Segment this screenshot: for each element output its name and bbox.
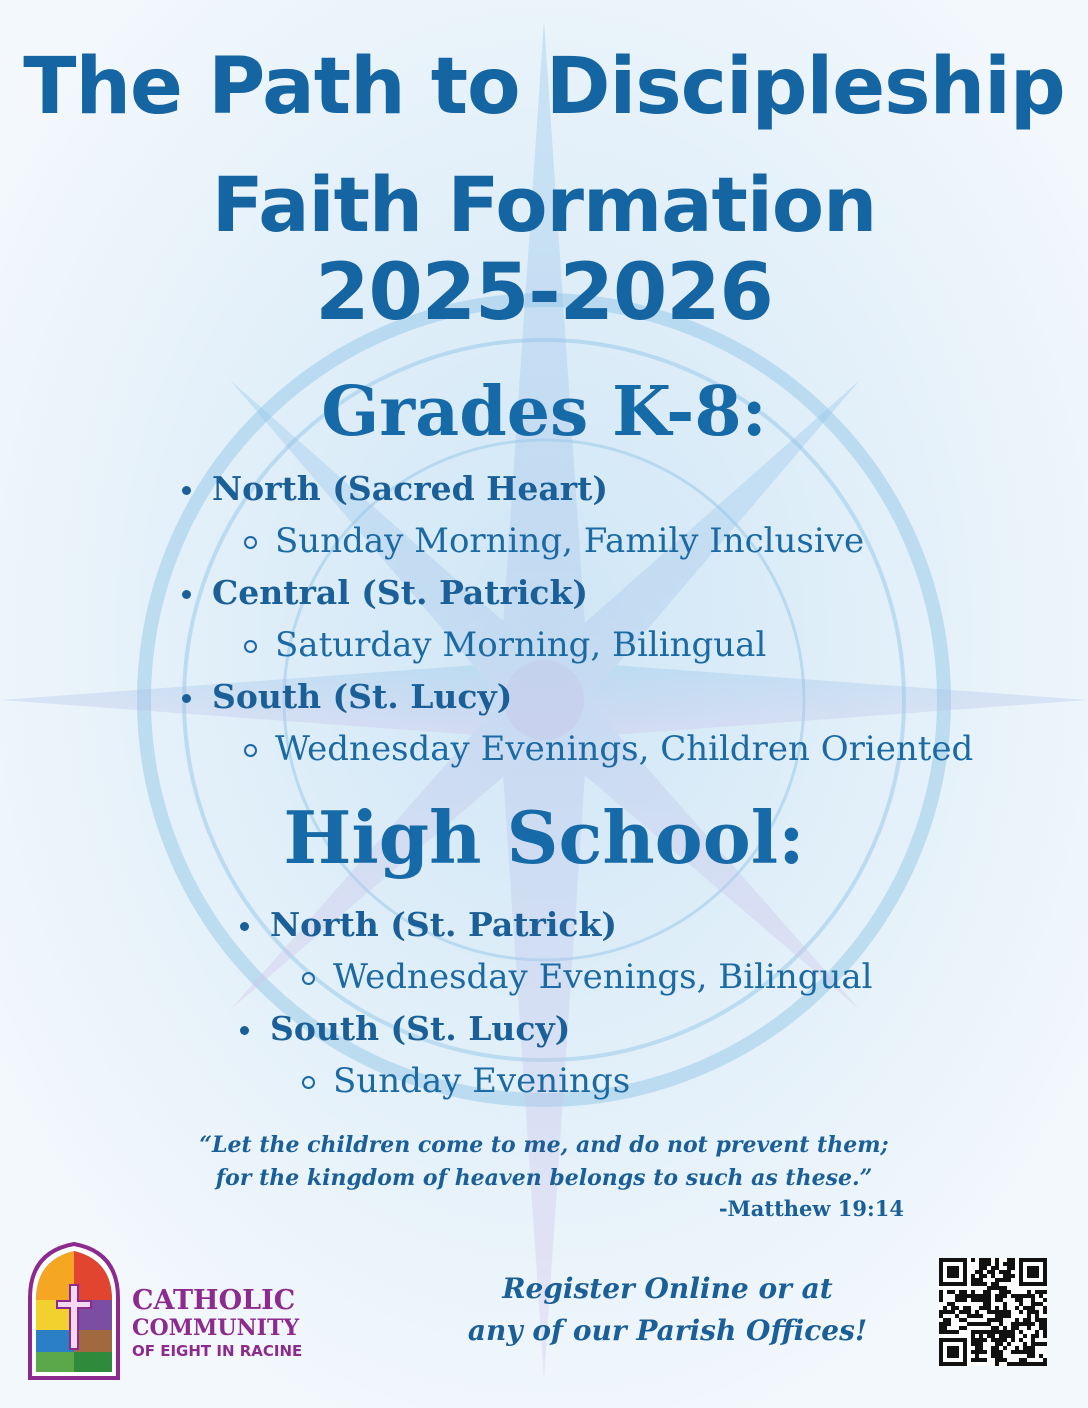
list-item <box>270 899 873 1003</box>
logo-text-line-1: CATHOLIC <box>132 1285 296 1316</box>
register-line-2: any of our Parish Offices! <box>467 1314 868 1347</box>
location-name: South (St. Lucy) <box>212 671 973 723</box>
high-school-heading: High School: <box>283 795 805 880</box>
register-line-1: Register Online or at <box>502 1272 833 1305</box>
logo-text-line-3: OF EIGHT IN RACINE <box>132 1342 303 1360</box>
flyer-year: 2025-2026 <box>315 248 773 338</box>
location-detail: Wednesday Evenings, Children Oriented <box>275 723 973 775</box>
scripture-quote-line-1: “Let the children come to me, and do not prevent them; <box>199 1132 889 1158</box>
church-window-logo-icon <box>24 1240 124 1380</box>
location-name: South (St. Lucy) <box>270 1003 873 1055</box>
flyer-title: The Path to Discipleship <box>23 42 1065 132</box>
location-name: Central (St. Patrick) <box>212 567 973 619</box>
scripture-reference: -Matthew 19:14 <box>718 1196 904 1221</box>
location-detail: Sunday Morning, Family Inclusive <box>275 515 973 567</box>
logo-text-line-2: COMMUNITY <box>132 1315 300 1341</box>
list-item <box>212 463 973 567</box>
scripture-quote-line-2: for the kingdom of heaven belongs to such as these.” <box>215 1165 873 1191</box>
grades-k8-list <box>212 463 973 775</box>
location-detail: Sunday Evenings <box>333 1055 873 1107</box>
location-name: North (St. Patrick) <box>270 899 873 951</box>
list-item <box>212 671 973 775</box>
location-name: North (Sacred Heart) <box>212 463 973 515</box>
location-detail: Wednesday Evenings, Bilingual <box>333 951 873 1003</box>
qr-code-icon[interactable] <box>939 1258 1047 1366</box>
grades-k8-heading: Grades K-8: <box>321 372 767 452</box>
high-school-list <box>270 899 873 1107</box>
flyer-subtitle: Faith Formation <box>211 160 877 249</box>
list-item <box>212 567 973 671</box>
location-detail: Saturday Morning, Bilingual <box>275 619 973 671</box>
list-item <box>270 1003 873 1107</box>
